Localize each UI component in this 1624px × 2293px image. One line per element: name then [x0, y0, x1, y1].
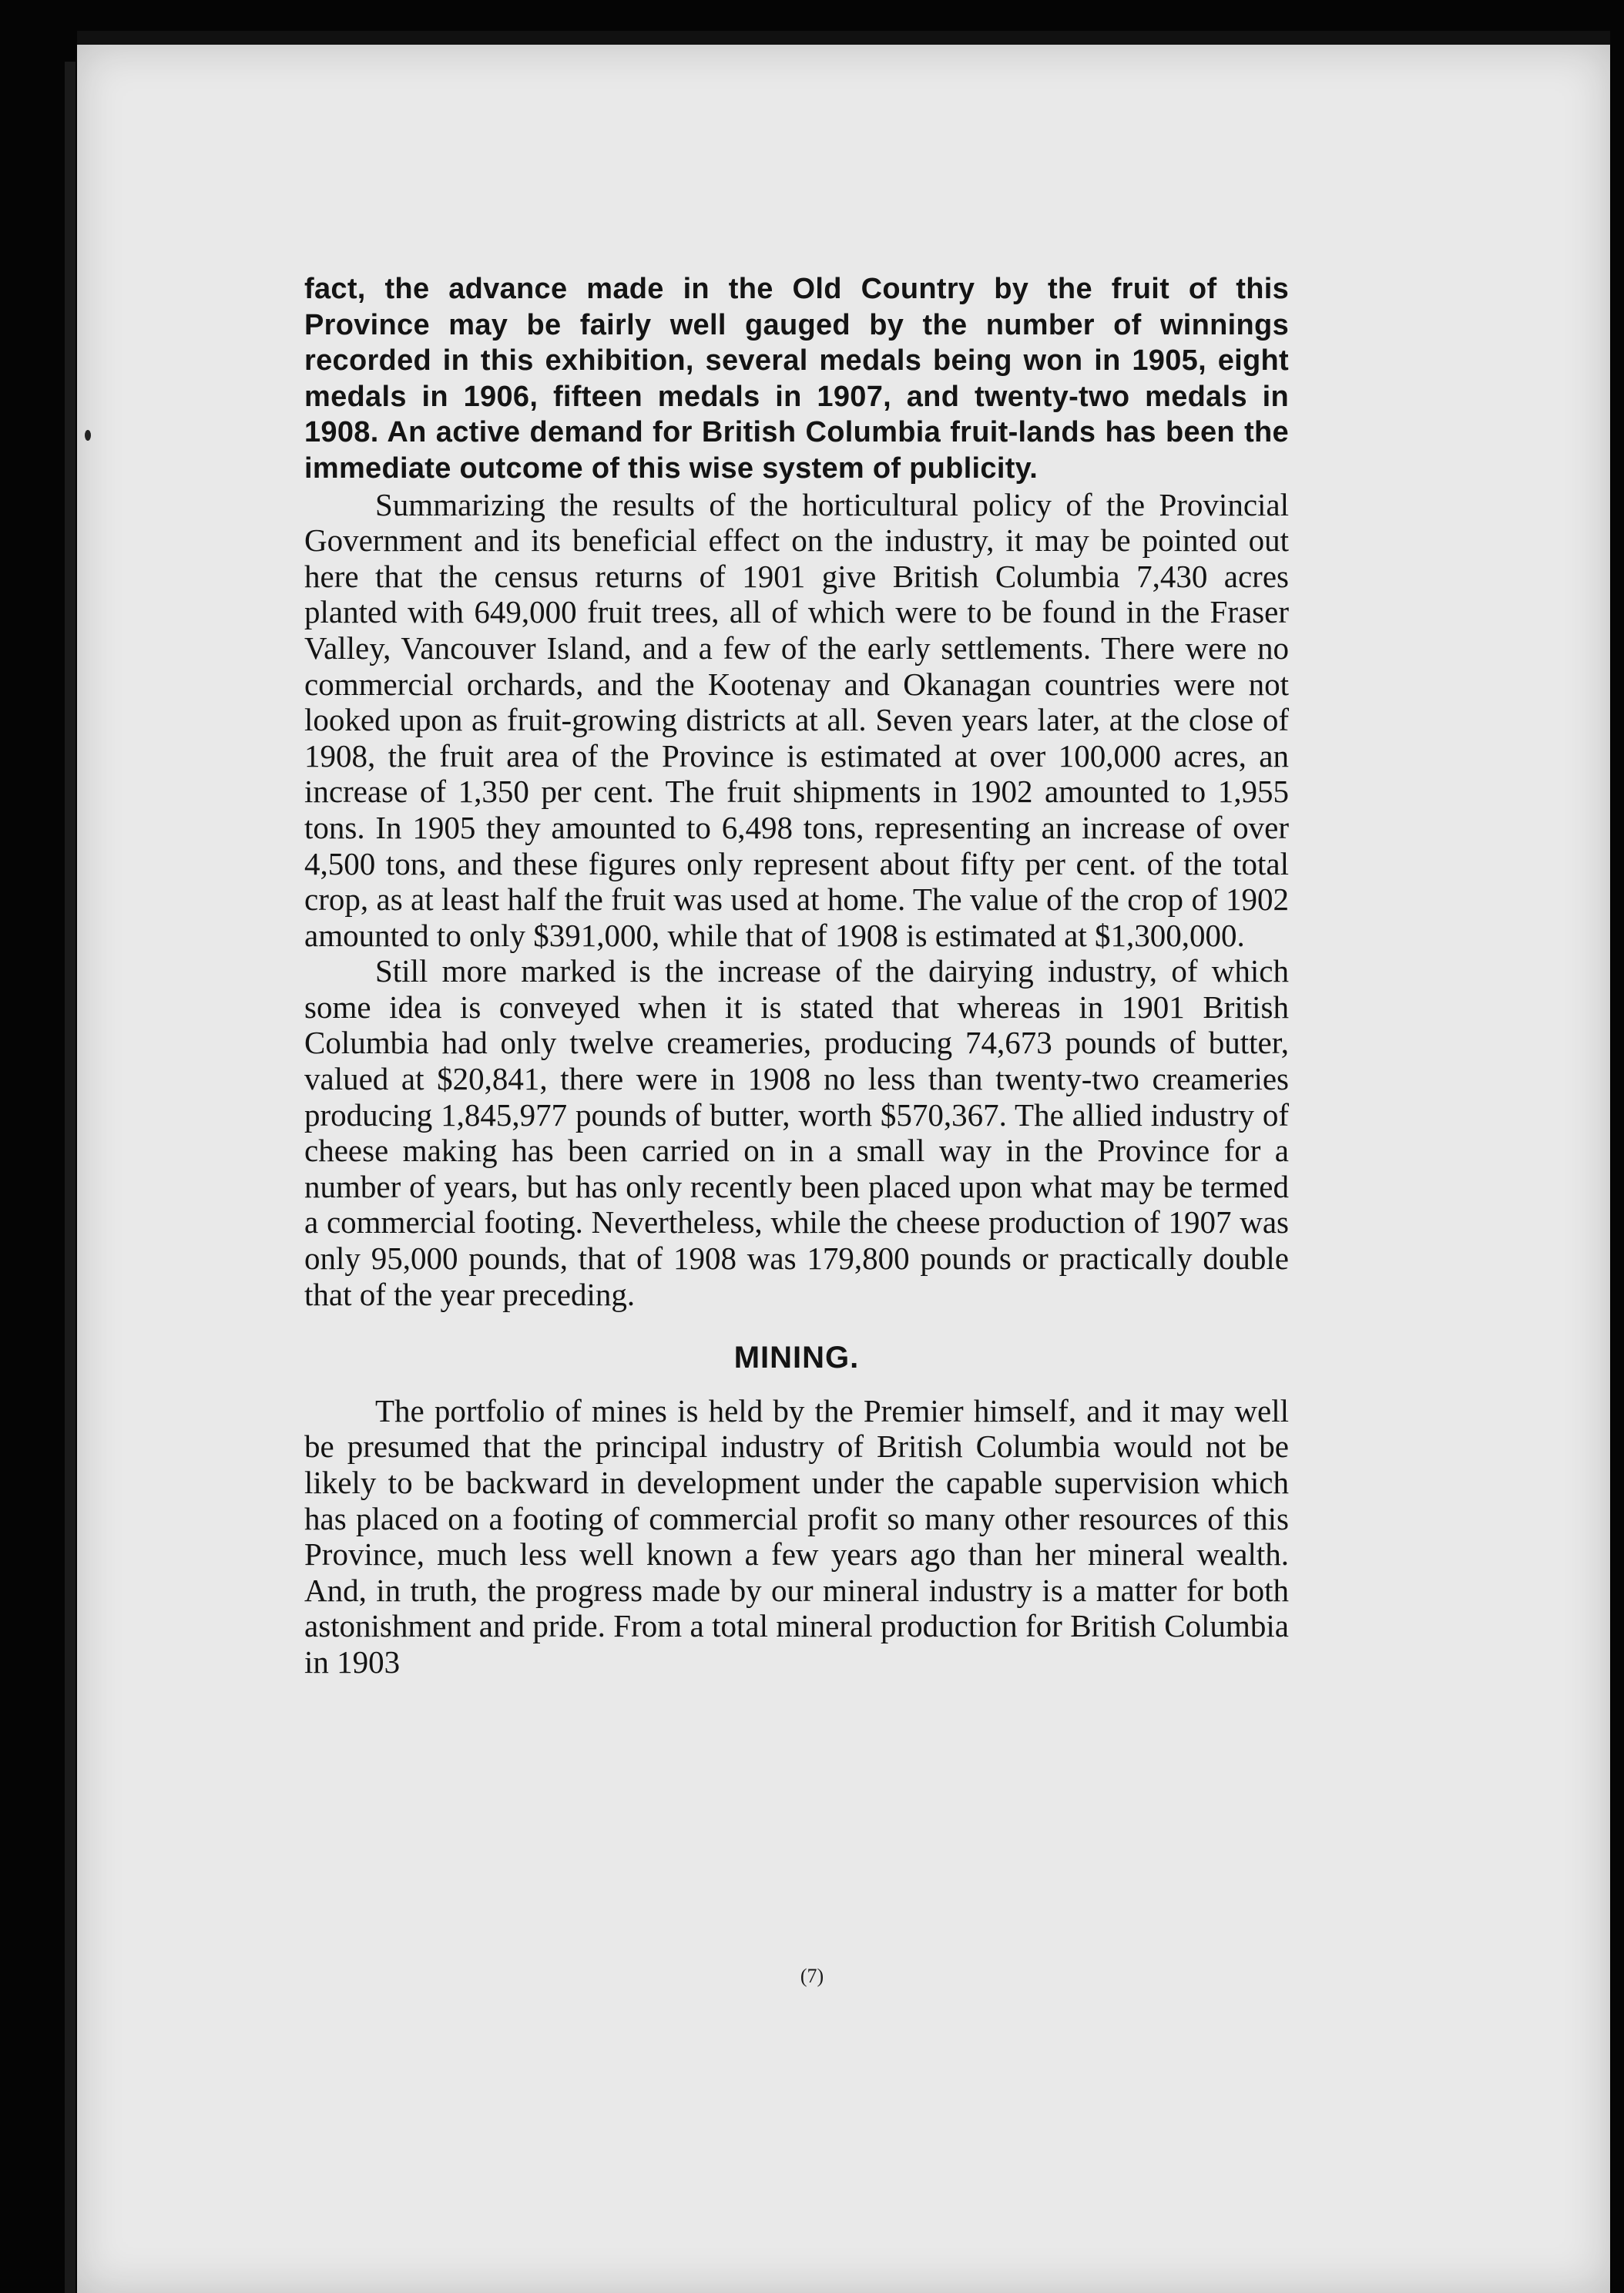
paragraph-mining: The portfolio of mines is held by the Premier himself, and it may well be presumed that the principal industry of British Columbia would not be likely to be backward in development under the capable supervision which has placed on a footing of commercial profit so many other resources of this Province, much less well known a few years ago than her mineral wealth. And, in truth, the progress made by our mineral industry is a matter for both astonishment and pride. From a total mineral production for British Columbia in 1903	[304, 1392, 1289, 1680]
section-heading-mining: MINING.	[733, 1341, 860, 1375]
binding-edge	[65, 62, 75, 2293]
scan-speck	[85, 430, 91, 441]
page-number: (7)	[800, 1965, 824, 1987]
page-top-edge	[77, 31, 1610, 45]
paragraph-continued: fact, the advance made in the Old Country by the fruit of this Province may be fairly well gauged by the number of winnings recorded in this exhibition, several medals being won in 1905, eight medals in 1906, fifteen medals in 1907, and twenty-two medals in 1908. An active demand for British Columbia fruit-lands has been the immediate outcome of this wise system of publicity.	[304, 273, 1289, 485]
paragraph-horticulture: Summarizing the results of the horticultural policy of the Provincial Government and its beneficial effect on the industry, it may be pointed out here that the census returns of 1901 give British Columbia 7,430 acres planted with 649,000 fruit trees, all of which were to be found in the Fraser Valley, Vancouver Island, and a few of the early settlements. There were no commercial orchards, and the Kootenay and Okanagan countries were not looked upon as fruit-growing districts at all. Seven years later, at the close of 1908, the fruit area of the Province is estimated at over 100,000 acres, an increase of 1,350 per cent. The fruit shipments in 1902 amounted to 1,955 tons. In 1905 they amounted to 6,498 tons, representing an increase of over 4,500 tons, and these figures only represent about fifty per cent. of the total crop, as at least half the fruit was used at home. The value of the crop of 1902 amounted to only $391,000, while that of 1908 is estimated at $1,300,000.	[304, 486, 1289, 953]
paragraph-dairying: Still more marked is the increase of the dairying industry, of which some idea is conveyed when it is stated that whereas in 1901 British Columbia had only twelve creameries, producing 74,673 pounds of butter, valued at $20,841, there were in 1908 no less than twenty-two creameries producing 1,845,977 pounds of butter, worth $570,367. The allied industry of cheese making has been carried on in a small way in the Province for a number of years, but has only recently been placed upon what may be termed a commercial footing. Nevertheless, while the cheese production of 1907 was only 95,000 pounds, that of 1908 was 179,800 pounds or practically double that of the year preceding.	[304, 953, 1289, 1312]
page-body	[304, 271, 1289, 1680]
